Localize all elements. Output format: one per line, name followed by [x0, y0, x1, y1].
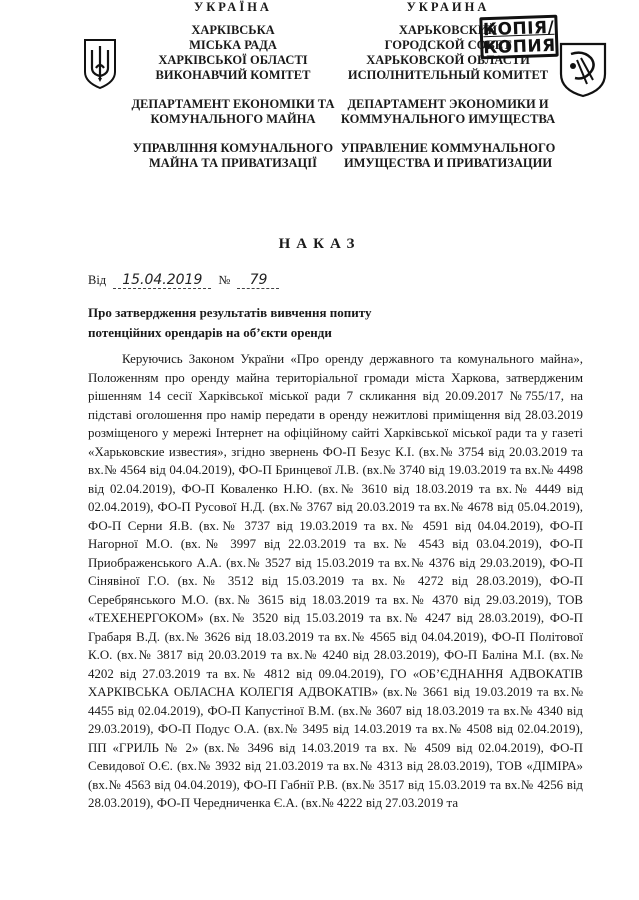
department-ru-line: КОММУНАЛЬНОГО ИМУЩЕСТВА [340, 112, 556, 126]
office-ua-line: УПРАВЛІННЯ КОМУНАЛЬНОГО [132, 141, 334, 155]
copy-stamp-line: КОПІЯ/ [482, 17, 555, 41]
authority-ua [124, 23, 342, 83]
subject-line: потенційних орендарів на об’єкти оренди [88, 325, 332, 340]
header-ukrainian [124, 0, 342, 185]
authority-ru-line: ХАРЬКОВСКИЙ [398, 23, 498, 37]
document-title: НАКАЗ [278, 236, 361, 252]
department-ua-line: КОМУНАЛЬНОГО МАЙНА [150, 112, 316, 126]
document-subject [88, 303, 468, 343]
city-emblem-icon [557, 40, 609, 98]
department-ua [124, 97, 342, 127]
department-ru [338, 97, 558, 127]
authority-ua-line: МІСЬКА РАДА [189, 38, 277, 52]
department-ru-line: ДЕПАРТАМЕНТ ЭКОНОМИКИ И [347, 97, 549, 111]
department-ua-line: ДЕПАРТАМЕНТ ЕКОНОМІКИ ТА [131, 97, 335, 111]
office-ua-line: МАЙНА ТА ПРИВАТИЗАЦІЇ [149, 156, 317, 170]
country-name-ru: УКРАИНА [406, 0, 490, 14]
authority-ua-line: ХАРКІВСЬКА [191, 23, 275, 37]
document-body [88, 350, 583, 813]
document-date: 15.04.2019 [113, 272, 211, 289]
authority-ru-line: ГОРОДСКОЙ СОВЕТ [384, 38, 512, 52]
authority-ua-line: ХАРКІВСЬКОЇ ОБЛАСТІ [158, 53, 308, 67]
authority-ru-line: ХАРЬКОВСКОЙ ОБЛАСТИ [366, 53, 530, 67]
office-ru [338, 141, 558, 171]
body-paragraph: Керуючись Законом України «Про оренду державного та комунального майна», Положенням про оренду майна територіальної громади міста Харкова, затвердженим рішенням 14 сесії Харківської міської ради 7 скликання від 20.09.2017 №755/17, на підставі оголошення про намір передати в оренду нежитлові приміщення від 28.03.2019 розміщеного у мережі Інтернет на офіційному сайті Харківської міської ради та у газеті «Харьковские известия», згідно звернень ФО-П Безус К.І. (вх.№ 3754 від 20.03.2019 та вх.№ 4564 від 04.04.2019), ФО-П Бринцевої Л.В. (вх.№ 3740 від 19.03.2019 та вх.№ 4498 від 02.04.2019), ФО-П Коваленко Н.Ю. (вх.№ 3610 від 18.03.2019 та вх.№ 4449 від 02.04.2019), ФО-П Русової Н.Д. (вх.№ 3767 від 20.03.2019 та вх.№ 4678 від 05.04.2019), ФО-П Серни Я.В. (вх.№ 3737 від 19.03.2019 та вх.№ 4591 від 04.04.2019), ФО-П Нагорної М.О. (вх.№ 3997 від 22.03.2019 та вх.№ 4543 від 03.04.2019), ФО-П Приображенського А.А. (вх.№ 3527 від 15.03.2019 та вх.№ 4376 від 29.03.2019), ФО-П Сінявіної Г.О. (вх.№ 3512 від 15.03.2019 та вх.№ 4272 від 28.03.2019), ФО-П Серебрянського М.О. (вх.№ 3615 від 18.03.2019 та вх.№ 4370 від 29.03.2019), ТОВ «ТЕХЕНЕРГОКОМ» (вх.№ 3520 від 15.03.2019 та вх.№ 4247 від 28.03.2019), ФО-П Грабаря В.Д. (вх.№ 3626 від 18.03.2019 та вх.№ 4565 від 04.04.2019), ФО-П Політової К.О. (вх.№ 3817 від 20.03.2019 та вх.№ 4240 від 28.03.2019), ФО-П Баліна М.І. (вх.№ 4202 від 27.03.2019 та вх.№ 4812 від 09.04.2019), ГО «ОБ’ЄДНАННЯ АДВОКАТІВ ХАРКІВСЬКА ОБЛАСНА КОЛЕГІЯ АДВОКАТІВ» (вх.№ 3661 від 19.03.2019 та вх.№ 4455 від 02.04.2019), ФО-П Капустіної В.М. (вх.№ 3607 від 18.03.2019 та вх.№ 4340 від 29.03.2019), ФО-П Подус О.А. (вх.№ 3495 від 14.03.2019 та вх.№ 4508 від 02.04.2019), ПП «ГРИЛЬ № 2» (вх.№ 3496 від 14.03.2019 та вх. № 4509 від 02.04.2019), ФО-П Севидової О.Є. (вх.№ 3932 від 21.03.2019 та вх.№ 4313 від 28.03.2019), ТОВ «ДІМІРА» (вх.№ 4563 від 04.04.2019), ФО-П Габнії Р.В. (вх.№ 3517 від 15.03.2019 та вх.№ 4256 від 28.03.2019), ФО-П Чередниченка Є.А. (вх.№ 4222 від 27.03.2019 та [88, 352, 583, 810]
subject-line: Про затвердження результатів вивчення попиту [88, 305, 372, 320]
date-number-line [88, 272, 279, 289]
office-ua [124, 141, 342, 171]
copy-stamp [479, 15, 558, 60]
office-ru-line: ИМУЩЕСТВА И ПРИВАТИЗАЦИИ [343, 156, 553, 170]
office-ru-line: УПРАВЛЕНИЕ КОММУНАЛЬНОГО [340, 141, 556, 155]
coat-of-arms-icon [82, 38, 118, 90]
number-prefix: № [218, 273, 231, 287]
country-name-ua: УКРАЇНА [194, 0, 272, 14]
date-prefix: Від [88, 273, 107, 287]
authority-ru-line: ИСПОЛНИТЕЛЬНЫЙ КОМИТЕТ [347, 68, 549, 82]
document-number: 79 [237, 272, 279, 289]
copy-stamp-line: КОПИЯ [483, 35, 557, 59]
authority-ua-line: ВИКОНАВЧИЙ КОМІТЕТ [155, 68, 311, 82]
